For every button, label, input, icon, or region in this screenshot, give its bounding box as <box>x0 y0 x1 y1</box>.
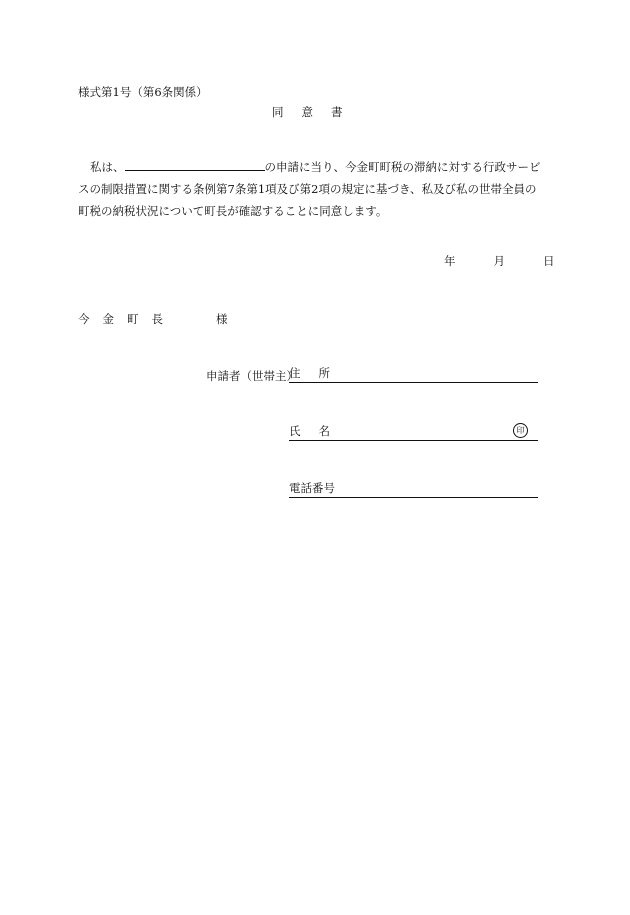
addressee-honorific: 様 <box>216 312 228 326</box>
applicant-label: 申請者（世帯主） <box>206 369 298 383</box>
statement-line-3: 町税の納税状況について町長が確認することに同意します。 <box>78 204 388 218</box>
consent-statement <box>78 156 550 222</box>
address-field[interactable] <box>289 366 538 383</box>
document-title: 同意書 <box>272 105 361 119</box>
address-label: 住所 <box>289 366 348 380</box>
seal-mark-icon: 印 <box>513 423 528 438</box>
addressee-title: 今金町長 <box>78 312 176 326</box>
form-number: 様式第1号（第6条関係） <box>78 85 208 99</box>
statement-prefix: 私は、 <box>90 160 125 174</box>
addressee <box>78 311 228 327</box>
statement-line-2: スの制限措置に関する条例第7条第1項及び第2項の規定に基づき、私及び私の世帯全員の <box>78 182 537 196</box>
date-year-label: 年 <box>444 254 456 268</box>
phone-label: 電話番号 <box>289 481 335 495</box>
date-month-label: 月 <box>493 254 505 268</box>
name-field[interactable] <box>289 424 538 441</box>
phone-field[interactable] <box>289 481 538 498</box>
application-purpose-blank[interactable] <box>125 158 265 171</box>
name-label: 氏名 <box>289 424 348 438</box>
statement-line-1-rest: の申請に当り、今金町町税の滞納に対する行政サービ <box>264 160 541 174</box>
date-day-label: 日 <box>543 254 555 268</box>
statement-line-1 <box>78 156 550 178</box>
date-line <box>444 253 555 269</box>
